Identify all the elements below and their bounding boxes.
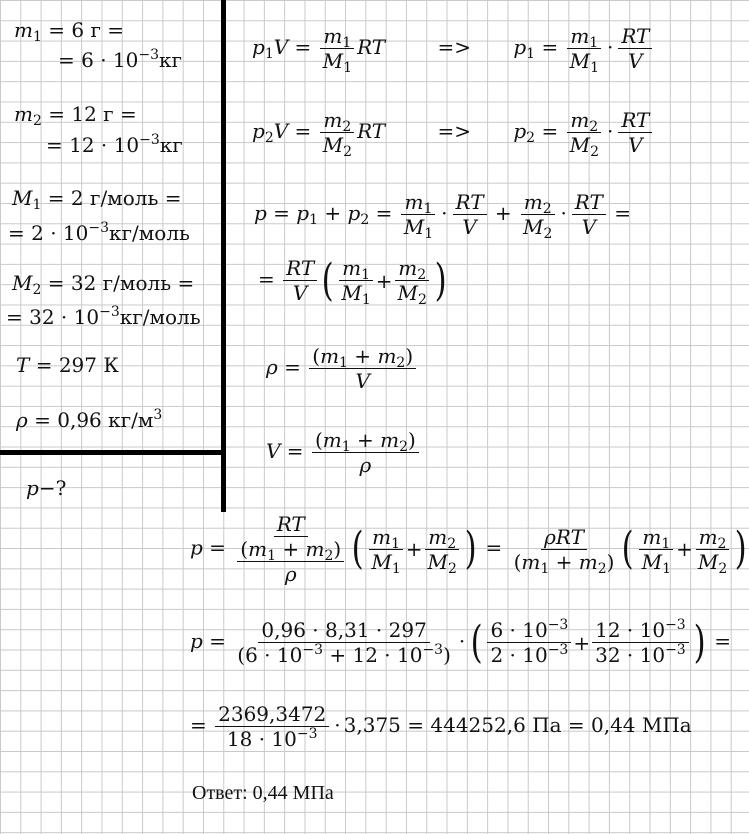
eq-p1: $p_1V$ = $\frac{m_1}{M_1}$ RT => $p_1$ = $\frac{m_1}{M_1}$ · $\frac{RT}{V}$ bbox=[252, 26, 654, 71]
given-M1: $M_1 = 2$ г/моль = bbox=[12, 186, 182, 214]
vertical-separator bbox=[221, 0, 226, 512]
eq-p2: $p_2V$ = $\frac{m_2}{M_2}$ RT => $p_2$ = $\frac{m_2}{M_2}$ · $\frac{RT}{V}$ bbox=[252, 110, 654, 155]
given-separator bbox=[0, 450, 224, 455]
eq-substitution: p = $\frac{RT}{\frac{(m_1 + m_2)}{\rho}}$ ( $m_1$ $M_1$ + $m_2$ $M_2$ ) = ρRT $(m_1 + m_2)$ ( $m_1$ $M_1$ + $m_2$ $M_2$ ) bbox=[190, 512, 747, 586]
given-M1-si: = $2 \cdot 10^{-3}кг$/моль bbox=[8, 220, 190, 245]
given-m1: $m_1 = 6$ г = bbox=[14, 18, 125, 46]
given-m2: $m_2 = 12$ г = bbox=[14, 102, 137, 130]
eq-numeric: p = $\frac{0,96 \cdot 8,31 \cdot 297}{(6 \cdot 10^{-3} + 12 \cdot 10^{-3})}$ · ( $6 \cdot 10^{-3}$ $2 \cdot 10^{-3}$ + $12 \cdot 10^{-3}$ $32 \cdot 10^{-3}$ ) = bbox=[190, 616, 732, 668]
given-m2-si: = $12 \cdot 10^{-3}кг$ bbox=[46, 132, 183, 157]
eq-density: ρ = $\frac{(m_1 + m_2)}{V}$ bbox=[266, 346, 418, 391]
given-m1-si: = $6 \cdot 10^{-3}кг$ bbox=[58, 47, 182, 72]
eq-sum-cont: = $\frac{RT}{V}$ ( $m_1$ $M_1$ + $m_2$ $M_2$ ) bbox=[258, 254, 447, 309]
eq-volume: V = $\frac{(m_1 + m_2)}{\rho}$ bbox=[266, 430, 421, 475]
answer-line: Ответ: 0,44 МПа bbox=[192, 782, 334, 804]
eq-result: = $\frac{2369,3472}{18 \cdot 10^{-3}}$ · 3,375 = 444252,6 Па = 0,44 МПа bbox=[190, 702, 692, 751]
given-M2: $M_2 = 32$ г/моль = bbox=[12, 271, 195, 299]
given-density: ρ = 0,96 $кг/м^3$ bbox=[16, 407, 163, 432]
find-pressure: p−? bbox=[26, 476, 67, 500]
given-M2-si: = $32 \cdot 10^{-3}кг$/моль bbox=[6, 304, 201, 329]
given-temperature: T = 297 К bbox=[16, 353, 119, 377]
eq-sum: $p = p_1 + p_2$ = $\frac{m_1}{M_1}$ · $\frac{RT}{V}$ + $\frac{m_2}{M_2}$ · $\frac{RT}{V}$ = bbox=[254, 190, 631, 243]
